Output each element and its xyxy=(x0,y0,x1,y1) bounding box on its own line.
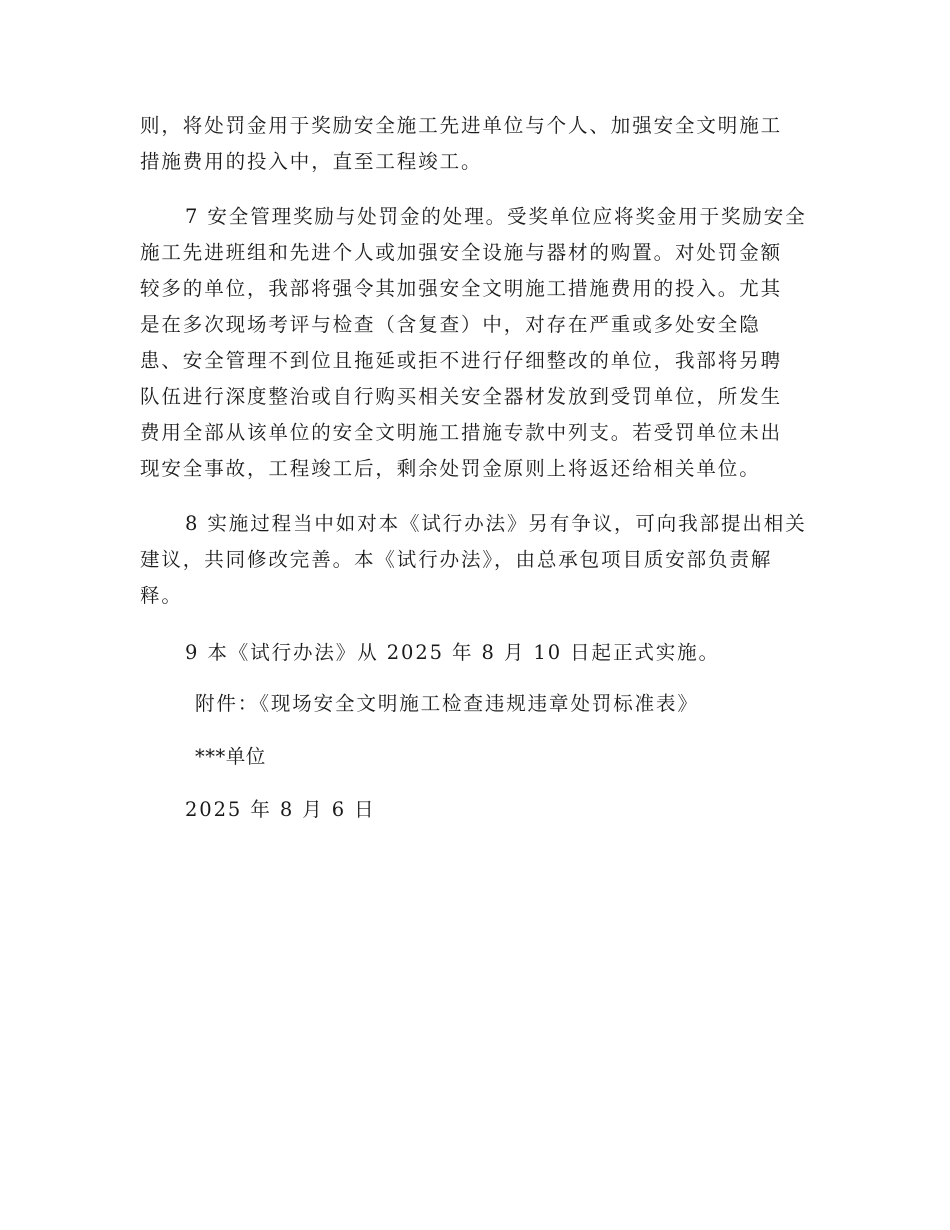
attachment-note: 附件：《现场安全文明施工检查违规违章处罚标准表》 xyxy=(195,692,699,715)
paragraph-7-line-5: 患、安全管理不到位且拖延或拒不进行仔细整改的单位，我部将另聘 xyxy=(140,349,783,372)
paragraph-6-line-2: 措施费用的投入中，直至工程竣工。 xyxy=(140,150,483,173)
paragraph-7-line-3: 较多的单位，我部将强令其加强安全文明施工措施费用的投入。尤其 xyxy=(140,277,783,300)
paragraph-9-line-1: 9 本《试行办法》从 2025 年 8 月 10 日起正式实施。 xyxy=(185,641,720,664)
paragraph-7-line-2: 施工先进班组和先进个人或加强安全设施与器材的购置。对处罚金额 xyxy=(140,241,783,264)
paragraph-8-line-1: 8 实施过程当中如对本《试行办法》另有争议，可向我部提出相关 xyxy=(185,512,807,535)
paragraph-8-line-3: 释。 xyxy=(140,584,183,607)
paragraph-8-line-2: 建议，共同修改完善。本《试行办法》，由总承包项目质安部负责解 xyxy=(140,548,773,571)
paragraph-7-line-6: 队伍进行深度整治或自行购买相关安全器材发放到受罚单位，所发生 xyxy=(140,385,783,408)
signature-date: 2025 年 8 月 6 日 xyxy=(185,798,376,821)
paragraph-7-line-7: 费用全部从该单位的安全文明施工措施专款中列支。若受罚单位未出 xyxy=(140,421,783,444)
paragraph-6-line-1: 则，将处罚金用于奖励安全施工先进单位与个人、加强安全文明施工 xyxy=(140,114,783,137)
paragraph-7-line-1: 7 安全管理奖励与处罚金的处理。受奖单位应将奖金用于奖励安全 xyxy=(185,205,807,228)
paragraph-7-line-8: 现安全事故，工程竣工后，剩余处罚金原则上将返还给相关单位。 xyxy=(140,457,761,480)
signature-unit: ***单位 xyxy=(195,745,266,768)
paragraph-7-line-4: 是在多次现场考评与检查（含复查）中，对存在严重或多处安全隐 xyxy=(140,313,761,336)
